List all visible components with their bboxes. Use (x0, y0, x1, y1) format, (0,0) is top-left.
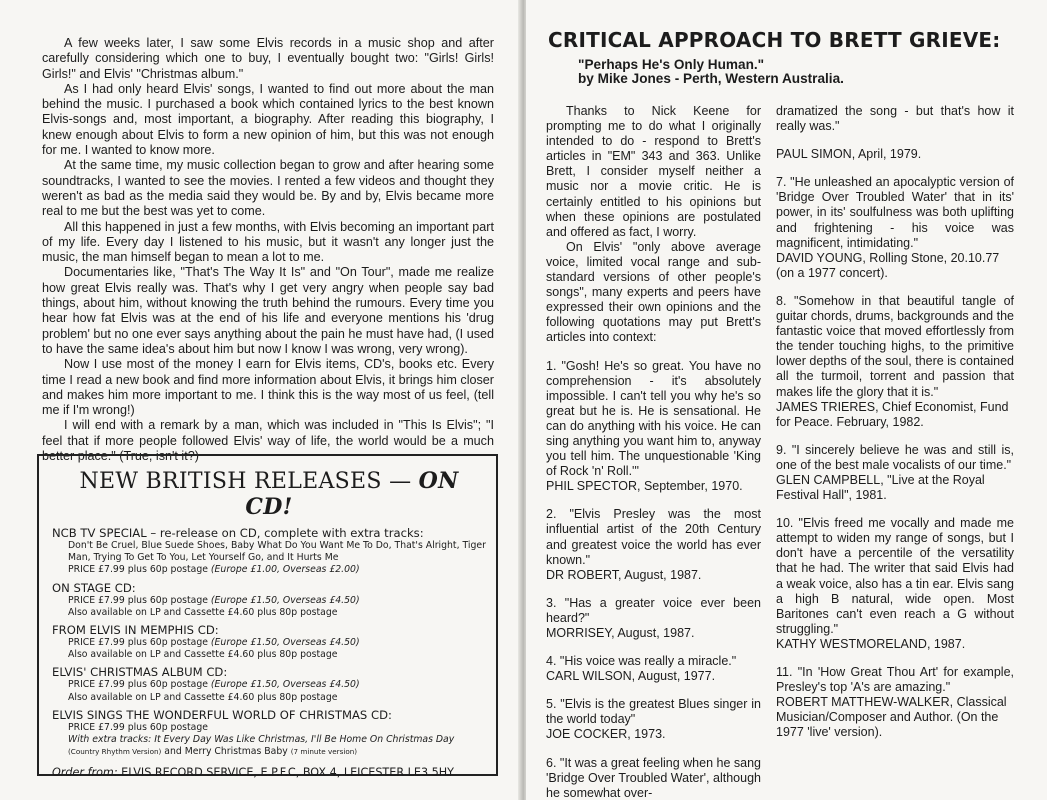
order-address (52, 766, 486, 779)
paragraph: On Elvis' "only above average voice, limited vocal range and sub-standard versions of other people's songs", many experts and peers have expressed their own opinions and the following quotations may put Brett's articles into context: (546, 239, 761, 345)
version-note: (7 minute version) (290, 747, 358, 757)
price-text: PRICE £7.99 plus 60p postage (68, 679, 211, 691)
quote-item (546, 507, 761, 582)
paragraph: I will end with a remark by a man, which was included in "This Is Elvis"; "I feel that if more people followed Elvis' way of life, the world would be a much better place." (True, isn't it?) (42, 418, 494, 464)
quote-item (776, 516, 1014, 652)
quote-source: GLEN CAMPBELL, "Live at the Royal Festival Hall", 1981. (776, 472, 985, 503)
extra-tracks-text: With extra tracks: It Every Day Was Like Christmas, I'll Be Home On Christmas Day (68, 734, 455, 746)
release-heading: ELVIS SINGS THE WONDERFUL WORLD OF CHRISTMAS CD: (52, 707, 392, 722)
quote-text: 3. "Has a greater voice ever been heard?" (546, 595, 761, 625)
price-note: (Europe £1.50, Overseas £4.50) (210, 637, 360, 649)
quote-source: JAMES TRIERES, Chief Economist, Fund for Peace. February, 1982. (776, 399, 1009, 429)
paragraph: All this happened in just a few months, with Elvis becoming an important part of my life. Every day I listened to his music, but it wasn't any longer just the music, the man himself began to mean a lot to me. (42, 219, 494, 265)
advert-title (52, 468, 486, 520)
quote-text: 1. "Gosh! He's so great. You have no comprehension - it's absolutely impossible. I can't tell you why he's so great but he is. He is sensational. He can do anything with his voice. He can sing anything you want him to, anyway you tell him. The unquestionable 'King of Rock 'n' Roll.'" (546, 358, 761, 479)
release-also: Also available on LP and Cassette £4.60 plus 80p postage (68, 606, 338, 618)
release-also: Also available on LP and Cassette £4.60 plus 80p postage (68, 649, 338, 661)
paragraph: At the same time, my music collection began to grow and after hearing some soundtracks, I wanted to see the movies. I rented a few videos and thought they weren't as bad as the media said they would be. By and by, Elvis became more real to me but the best was yet to come. (42, 158, 494, 219)
quote-source: MORRISEY, August, 1987. (546, 626, 695, 640)
quote-text: 7. "He unleashed an apocalyptic version of 'Bridge Over Troubled Water' that in its' power, in its' soulfulness was both uplifting and frightening - his voice was magnificent, intimidating." (776, 175, 1014, 250)
left-page (0, 0, 522, 800)
release-item (52, 581, 486, 619)
price-note: (Europe £1.50, Overseas £4.50) (210, 594, 360, 606)
quote-text: dramatized the song - but that's how it really was." (776, 104, 1014, 134)
quote-item (776, 104, 1014, 134)
release-item (52, 665, 486, 703)
quote-text: 5. "Elvis is the greatest Blues singer in the world today" (546, 697, 761, 727)
price-text: PRICE £7.99 plus 60p postage (68, 564, 211, 576)
quote-source: JOE COCKER, 1973. (546, 727, 666, 742)
price-note: (Europe £1.00, Overseas £2.00) (210, 564, 360, 576)
release-price (52, 564, 486, 576)
paragraph: Now I use most of the money I earn for Elvis items, CD's, books etc. Every time I read a new book and find more information about Elvis, it brings him closer and makes him more important to me. I think this is the way most of us feel, (tell me if I'm wrong!) (42, 357, 494, 418)
release-heading: FROM ELVIS IN MEMPHIS CD: (52, 623, 219, 638)
quote-text: 8. "Somehow in that beautiful tangle of guitar chords, drums, backgrounds and the fantastic voice that moved effortlessly from the tender touching highs, to the primitive lower depths of the soul, there is contained all the turmoil, torrent and passion that makes life the glory that it is." (776, 293, 1014, 399)
version-note: (Country Rhythm Version) (68, 747, 162, 757)
advert-title-main: NEW BRITISH RELEASES — (79, 469, 419, 494)
paragraph: Documentaries like, "That's The Way It Is" and "On Tour", made me realize how great Elvis really was. That's why I get very angry when people say bad things, about him, without knowing the truth behind the rumours. Every time you hear how fat Elvis was at the end of his life and everyone mentions his 'drug problem' but no one ever says anything about the pain he must have had, (I used to have the same idea's about him but now I know I was wrong, very wrong). (42, 265, 494, 356)
release-price: PRICE £7.99 plus 60p postage (68, 721, 208, 733)
release-price (52, 679, 486, 691)
quote-source: ROBERT MATTHEW-WALKER, Classical Musician/Composer and Author. (On the 1977 'live' version). (776, 695, 1007, 740)
quote-source: CARL WILSON, August, 1977. (546, 669, 716, 684)
release-heading: NCB TV SPECIAL – re-release on CD, complete with extra tracks: (52, 526, 424, 540)
article-title: CRITICAL APPROACH TO BRETT GRIEVE: (548, 28, 1001, 52)
quote-source: PHIL SPECTOR, September, 1970. (546, 479, 743, 494)
article-column-2 (776, 104, 1014, 753)
price-text: PRICE £7.99 plus 60p postage (68, 637, 211, 649)
order-text: ELVIS RECORD SERVICE, E.P.F.C, BOX 4, LEICESTER LE3 5HY (117, 766, 454, 780)
quote-item (546, 654, 761, 684)
paragraph: As I had only heard Elvis' songs, I wanted to find out more about the man behind the music. I purchased a book which contained lyrics to the best known Elvis-songs and, most important, a biography. After reading this biography, I knew enough about Elvis to form a new opinion of him, but this was not enough for me. I wanted to know more. (42, 81, 494, 158)
quote-text: 10. "Elvis freed me vocally and made me attempt to widen my range of songs, but I don't have a percentile of the versatility that he had. The writer that said Elvis had a weak voice, also has a tin ear. Elvis sang a high B natural, wide open. Most Baritones can't even reach a G without struggling." (776, 516, 1014, 636)
paragraph: A few weeks later, I saw some Elvis records in a music shop and after carefully considering which one to buy, I eventually bought two: "Girls! Girls! Girls!" and Elvis' "Christmas album." (42, 36, 494, 81)
release-also: Also available on LP and Cassette £4.60 plus 80p postage (68, 691, 338, 703)
release-item (52, 526, 486, 577)
quote-item (776, 443, 1014, 503)
release-price (52, 595, 486, 607)
quote-item (546, 359, 761, 495)
quote-source: DR ROBERT, August, 1987. (546, 567, 702, 582)
extra-track: and Merry Christmas Baby (161, 746, 291, 758)
quote-item (546, 596, 761, 641)
byline: by Mike Jones - Perth, Western Australia. (578, 71, 844, 86)
subtitle-quote: "Perhaps He's Only Human." (578, 57, 765, 72)
release-tracks: Don't Be Cruel, Blue Suede Shoes, Baby What Do You Want Me To Do, That's Alright, Tiger Man, Trying To Get To You, Let Yourself Go, and It Hurts Me (68, 540, 486, 564)
quote-item (776, 665, 1014, 740)
releases-advert-box (37, 454, 498, 780)
quote-text: 11. "In 'How Great Thou Art' for example, Presley's top 'A's are amazing." (776, 665, 1014, 695)
quote-text: 9. "I sincerely believe he was and still is, one of the best male vocalists of our time." (776, 442, 1014, 472)
article-subtitle (578, 58, 844, 86)
quote-item (776, 175, 1014, 281)
article-column-1 (546, 104, 761, 800)
quote-source: PAUL SIMON, April, 1979. (776, 147, 922, 162)
quote-text: 2. "Elvis Presley was the most influential artist of the 20th Century and greatest voice the world has ever known." (546, 507, 761, 567)
advert-title-emphasis: ON CD! (245, 468, 459, 520)
quote-source: DAVID YOUNG, Rolling Stone, 20.10.77 (on a 1977 concert). (776, 250, 1000, 280)
quote-item (776, 294, 1014, 430)
quote-item (546, 697, 761, 742)
order-label: Order from: (52, 766, 118, 780)
article-continuation (42, 36, 494, 464)
release-price (52, 637, 486, 649)
quote-source: KATHY WESTMORELAND, 1987. (776, 636, 966, 651)
price-text: PRICE £7.99 plus 60p postage (68, 594, 211, 606)
release-heading: ELVIS' CHRISTMAS ALBUM CD: (52, 665, 228, 680)
quote-item (546, 756, 761, 800)
quote-text: 4. "His voice was really a miracle." (546, 654, 737, 669)
right-page (526, 0, 1047, 800)
quote-text: 6. "It was a great feeling when he sang 'Bridge Over Troubled Water', although he somewhat over- (546, 755, 761, 800)
release-extra-versions (52, 746, 486, 758)
paragraph: Thanks to Nick Keene for prompting me to do what I originally intended to do - respond to Brett's articles in "EM" 343 and 363. Unlike Brett, I consider myself neither a music nor a movie critic. He is certainly entitled to his opinions but when these opinions are postulated and offered as fact, I worry. (546, 104, 761, 239)
price-note: (Europe £1.50, Overseas £4.50) (210, 679, 360, 691)
release-item (52, 708, 486, 759)
release-extra-tracks (52, 734, 486, 746)
release-heading: ON STAGE CD: (52, 580, 136, 595)
release-item (52, 623, 486, 661)
